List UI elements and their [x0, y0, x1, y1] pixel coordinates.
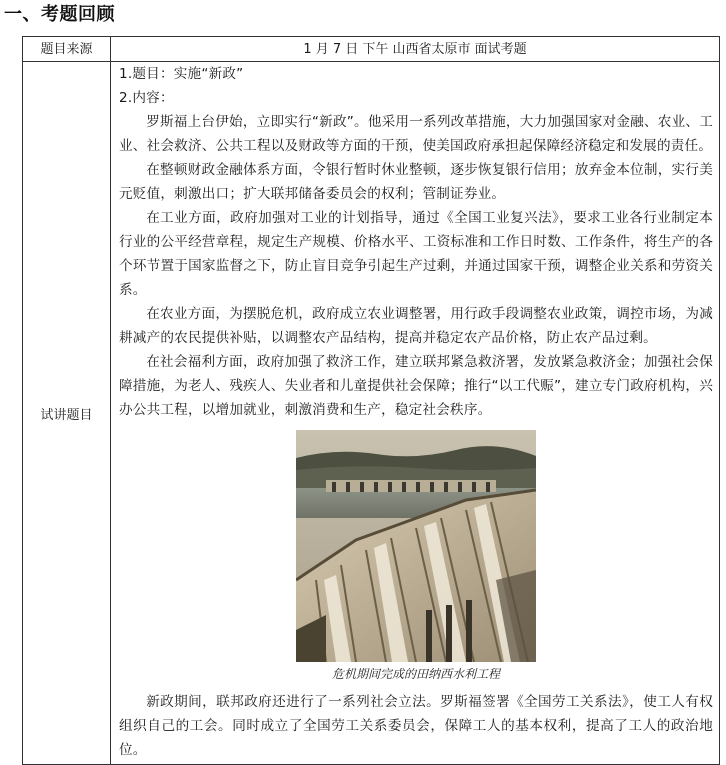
- topic-content: [111, 62, 720, 765]
- exam-table: [22, 36, 720, 765]
- table-row: [23, 62, 720, 765]
- source-value: 1 月 7 日 下午 山西省太原市 面试考题: [111, 37, 720, 62]
- table-row: [23, 37, 720, 62]
- figure-caption: 危机期间完成的田纳西水利工程: [331, 667, 500, 681]
- topic-title-line: 1.题目：实施“新政”: [119, 66, 244, 82]
- section-title: 一、考题回顾: [4, 4, 115, 25]
- paragraph: 在整顿财政金融体系方面，令银行暂时休业整顿，逐步恢复银行信用；放弃金本位制，实行美元贬值，刺激出口；扩大联邦储备委员会的权利；管制证券业。: [119, 162, 713, 202]
- source-label: 题目来源: [23, 37, 111, 62]
- paragraph: 在工业方面，政府加强对工业的计划指导，通过《全国工业复兴法》，要求工业各行业制定本行业的公平经营章程，规定生产规模、价格水平、工资标准和工作日时数、工作条件，将生产的各个环节置于国家监督之下，防止盲目竞争引起生产过剩，并通过国家干预，调整企业关系和劳资关系。: [119, 210, 713, 298]
- paragraph: 罗斯福上台伊始，立即实行“新政”。他采用一系列改革措施，大力加强国家对金融、农业、工业、社会救济、公共工程以及财政等方面的干预，使美国政府承担起保障经济稳定和发展的责任。: [119, 114, 713, 154]
- paragraph: 在农业方面，为摆脱危机，政府成立农业调整署，用行政手段调整农业政策，调控市场，为减耕减产的农民提供补贴，以调整农产品结构，提高并稳定农产品价格，防止农产品过剩。: [119, 306, 713, 346]
- paragraph: 新政期间，联邦政府还进行了一系列社会立法。罗斯福签署《全国劳工关系法》，使工人有权组织自己的工会。同时成立了全国劳工关系委员会，保障工人的基本权利，提高了工人的政治地位。: [119, 694, 713, 758]
- topic-label: 试讲题目: [23, 62, 111, 765]
- dam-photo: [296, 430, 536, 662]
- topic-content-line: 2.内容：: [119, 90, 174, 106]
- paragraph: 在社会福利方面，政府加强了救济工作，建立联邦紧急救济署，发放紧急救济金；加强社会保障措施，为老人、残疾人、失业者和儿童提供社会保障；推行“以工代赈”，建立专门政府机构，兴办公共工程，以增加就业，刺激消费和生产，稳定社会秩序。: [119, 354, 713, 418]
